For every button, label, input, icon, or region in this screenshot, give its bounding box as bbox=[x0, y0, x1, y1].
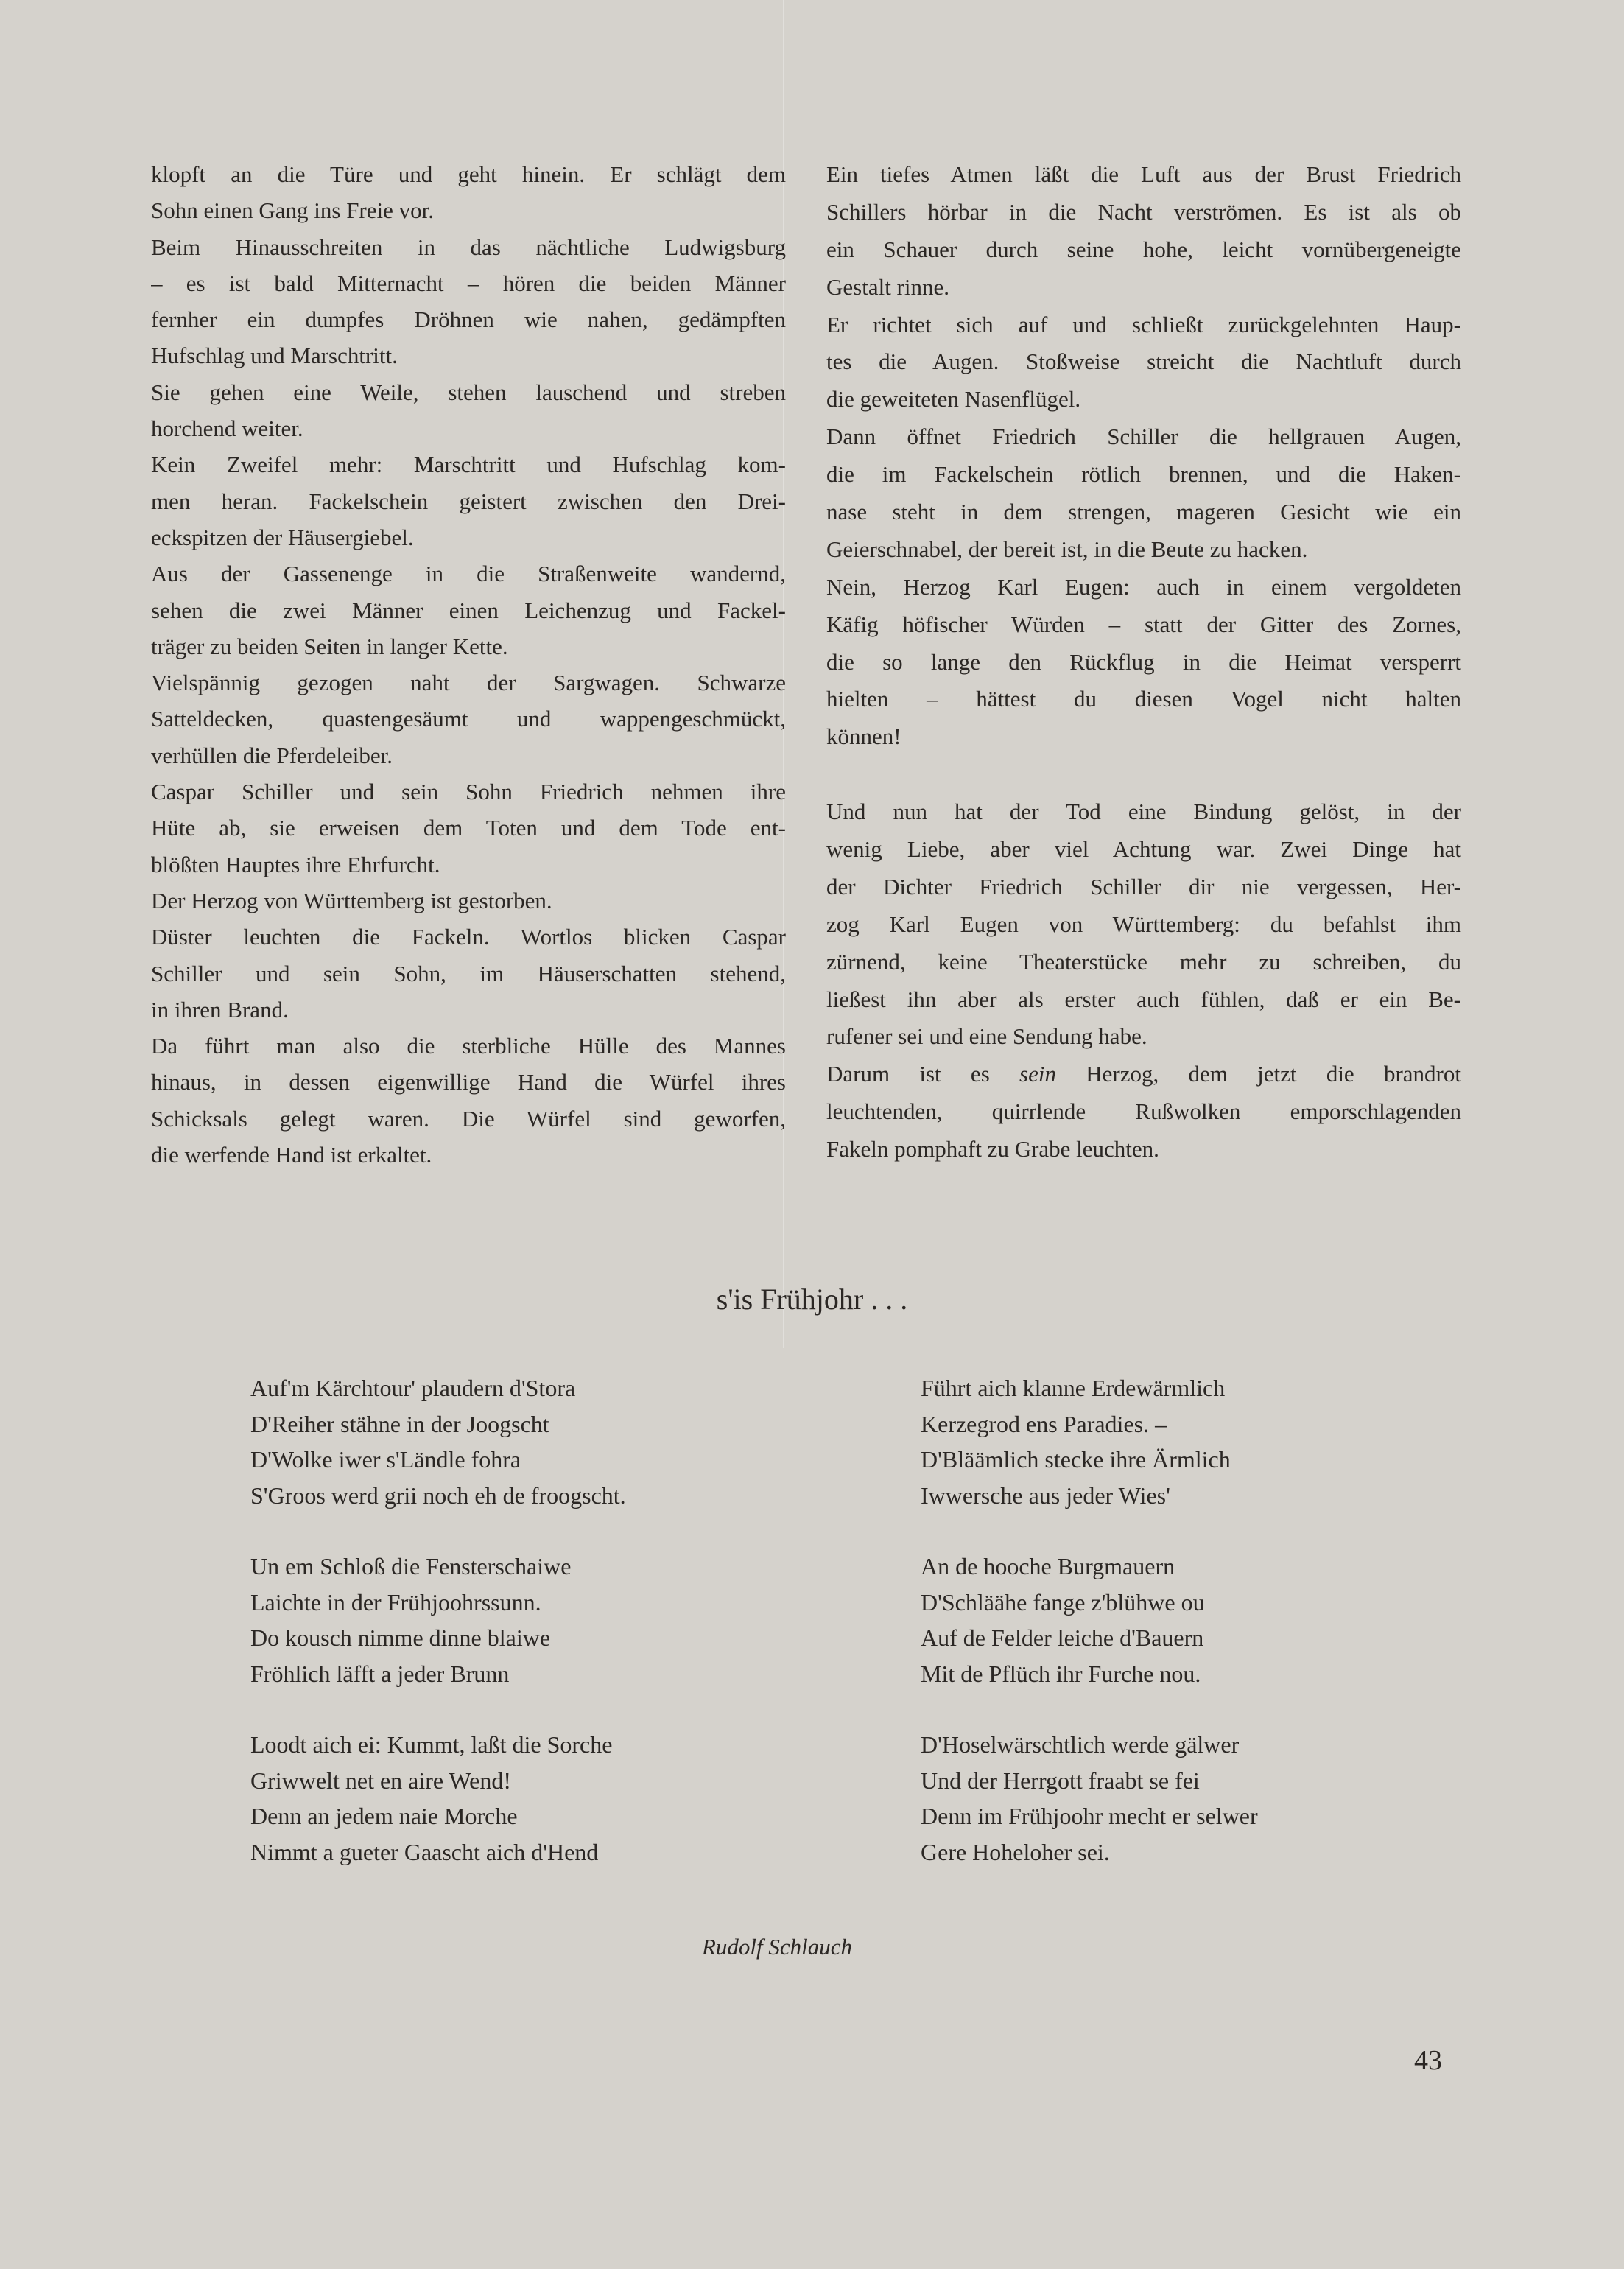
paragraph bbox=[826, 569, 1461, 756]
poem-line: Auf de Felder leiche d'Bauern bbox=[921, 1624, 1204, 1651]
text-line: Geierschnabel, der bereit ist, in die Beute zu hacken. bbox=[826, 536, 1308, 562]
text-line: eckspitzen der Häusergiebel. bbox=[151, 524, 414, 550]
paragraph bbox=[151, 156, 786, 229]
text-line: blößten Hauptes ihre Ehrfurcht. bbox=[151, 851, 440, 877]
text-line: leuchtenden, quirrlende Rußwolken emporschlagenden bbox=[826, 1098, 1461, 1125]
text-line: sehen die zwei Männer einen Leichenzug und Fackel- bbox=[151, 597, 786, 623]
text-line: klopft an die Türe und geht hinein. Er schlägt dem bbox=[151, 161, 786, 187]
poem-line: Iwwersche aus jeder Wies' bbox=[921, 1481, 1170, 1509]
poem-line: Laichte in der Frühjoohrssunn. bbox=[250, 1588, 541, 1616]
text-line: Dann öffnet Friedrich Schiller die hellgrauen Augen, bbox=[826, 424, 1461, 450]
text-line: die im Fackelschein rötlich brennen, und die Haken- bbox=[826, 461, 1461, 488]
poem-stanza bbox=[921, 1370, 1510, 1513]
text-line: Schiller und sein Sohn, im Häuserschatten stehend, bbox=[151, 960, 786, 986]
emphasis: sein bbox=[1019, 1061, 1056, 1087]
text-line: Käfig höfischer Würden – statt der Gitter des Zornes, bbox=[826, 611, 1461, 637]
poem-author: Rudolf Schlauch bbox=[701, 1934, 853, 1960]
paragraph bbox=[826, 1056, 1461, 1168]
poem-line: D'Reiher stähne in der Joogscht bbox=[250, 1410, 549, 1437]
page-number: 43 bbox=[1414, 2045, 1442, 2076]
paragraph bbox=[151, 555, 786, 664]
text-line: hielten – hättest du diesen Vogel nicht halten bbox=[826, 686, 1461, 712]
text-line: zürnend, keine Theaterstücke mehr zu schreiben, du bbox=[826, 948, 1461, 975]
poem-line: Kerzegrod ens Paradies. – bbox=[921, 1410, 1167, 1437]
text-line: können! bbox=[826, 723, 901, 750]
text-line: die so lange den Rückflug in die Heimat versperrt bbox=[826, 648, 1461, 675]
poem-line: Do kousch nimme dinne blaiwe bbox=[250, 1624, 551, 1651]
text-line: Da führt man also die sterbliche Hülle des Mannes bbox=[151, 1033, 786, 1059]
text-line: Darum ist es sein Herzog, dem jetzt die brandrot bbox=[826, 1061, 1461, 1087]
poem-line: Nimmt a gueter Gaascht aich d'Hend bbox=[250, 1838, 599, 1865]
text-line: Hüte ab, sie erweisen dem Toten und dem Tode ent- bbox=[151, 815, 786, 841]
paragraph bbox=[826, 156, 1461, 306]
poem-stanza bbox=[921, 1727, 1510, 1870]
text-line: in ihren Brand. bbox=[151, 996, 289, 1023]
right-text-column bbox=[826, 156, 1461, 1168]
poem-line: Denn im Frühjoohr mecht er selwer bbox=[921, 1803, 1258, 1829]
paragraph bbox=[151, 1028, 786, 1173]
text-line: Und nun hat der Tod eine Bindung gelöst, in der bbox=[826, 799, 1461, 825]
poem-line: Denn an jedem naie Morche bbox=[250, 1803, 518, 1829]
text-line: Beim Hinausschreiten in das nächtliche Ludwigsburg bbox=[151, 234, 786, 260]
text-line: Sohn einen Gang ins Freie vor. bbox=[151, 197, 435, 224]
text-line: Sie gehen eine Weile, stehen lauschend und streben bbox=[151, 379, 786, 405]
poem-line: Mit de Pflüch ihr Furche nou. bbox=[921, 1660, 1201, 1687]
text-line: Gestalt rinne. bbox=[826, 273, 950, 300]
poem-line: Und der Herrgott fraabt se fei bbox=[921, 1767, 1200, 1794]
text-line: Schicksals gelegt waren. Die Würfel sind geworfen, bbox=[151, 1105, 786, 1132]
paragraph bbox=[151, 883, 786, 919]
poem-line: Loodt aich ei: Kummt, laßt die Sorche bbox=[250, 1731, 613, 1758]
text-line: horchend weiter. bbox=[151, 415, 303, 442]
text-line: Ein tiefes Atmen läßt die Luft aus der Brust Friedrich bbox=[826, 161, 1461, 187]
text-line: Hufschlag und Marschtritt. bbox=[151, 343, 398, 369]
paragraph bbox=[151, 229, 786, 374]
paragraph bbox=[151, 446, 786, 555]
text-line: ließest ihn aber als erster auch fühlen, daß er ein Be- bbox=[826, 986, 1461, 1012]
paragraph bbox=[826, 306, 1461, 419]
text-line: Düster leuchten die Fackeln. Wortlos blicken Caspar bbox=[151, 924, 786, 950]
text-line: wenig Liebe, aber viel Achtung war. Zwei Dinge hat bbox=[826, 836, 1461, 863]
paragraph bbox=[151, 774, 786, 883]
text-line: nase steht in dem strengen, mageren Gesicht wie ein bbox=[826, 499, 1461, 525]
text-line: ein Schauer durch seine hohe, leicht vornübergeneigte bbox=[826, 236, 1461, 262]
poem-line: D'Wolke iwer s'Ländle fohra bbox=[250, 1446, 521, 1473]
text-line: der Dichter Friedrich Schiller dir nie vergessen, Her- bbox=[826, 873, 1461, 899]
poem-line: Fröhlich läfft a jeder Brunn bbox=[250, 1660, 510, 1687]
text-line: zog Karl Eugen von Württemberg: du befahlst ihm bbox=[826, 911, 1461, 937]
text-line: Schillers hörbar in die Nacht verströmen. Es ist als ob bbox=[826, 198, 1461, 225]
poem-stanza bbox=[921, 1549, 1510, 1691]
text-line: men heran. Fackelschein geistert zwischen den Drei- bbox=[151, 488, 786, 514]
text-line: Der Herzog von Württemberg ist gestorben. bbox=[151, 887, 552, 913]
text-line: Kein Zweifel mehr: Marschtritt und Hufschlag kom- bbox=[151, 452, 786, 478]
text-line: Nein, Herzog Karl Eugen: auch in einem vergoldeten bbox=[826, 573, 1461, 600]
text-line: Caspar Schiller und sein Sohn Friedrich nehmen ihre bbox=[151, 779, 786, 805]
text-line: tes die Augen. Stoßweise streicht die Nachtluft durch bbox=[826, 348, 1461, 375]
text-line: Fakeln pomphaft zu Grabe leuchten. bbox=[826, 1136, 1159, 1162]
poem-title: s'is Frühjohr . . . bbox=[716, 1283, 908, 1316]
poem-line: Gere Hoheloher sei. bbox=[921, 1838, 1110, 1865]
poem-left-column bbox=[250, 1370, 840, 1905]
left-text-column bbox=[151, 156, 786, 1173]
text-line: die werfende Hand ist erkaltet. bbox=[151, 1142, 432, 1168]
paragraph bbox=[151, 664, 786, 774]
text-line: Vielspännig gezogen naht der Sargwagen. Schwarze bbox=[151, 670, 786, 696]
text-line: die geweiteten Nasenflügel. bbox=[826, 386, 1081, 413]
paragraph bbox=[826, 793, 1461, 1056]
text-line: hinaus, in dessen eigenwillige Hand die Würfel ihres bbox=[151, 1069, 786, 1095]
poem-stanza bbox=[250, 1727, 840, 1870]
poem-line: D'Hoselwärschtlich werde gälwer bbox=[921, 1731, 1240, 1758]
text-line: rufener sei und eine Sendung habe. bbox=[826, 1023, 1147, 1050]
paragraph bbox=[151, 919, 786, 1028]
poem-stanza bbox=[250, 1370, 840, 1513]
text-line: träger zu beiden Seiten in langer Kette. bbox=[151, 633, 508, 659]
poem-line: An de hooche Burgmauern bbox=[921, 1553, 1175, 1579]
paragraph bbox=[151, 374, 786, 447]
poem-line: Auf'm Kärchtour' plaudern d'Stora bbox=[250, 1375, 576, 1401]
paragraph bbox=[826, 418, 1461, 569]
poem-line: S'Groos werd grii noch eh de froogscht. bbox=[250, 1481, 626, 1509]
poem-line: D'Bläämlich stecke ihre Ärmlich bbox=[921, 1446, 1231, 1473]
text-line: Aus der Gassenenge in die Straßenweite wandernd, bbox=[151, 561, 786, 587]
poem-line: Führt aich klanne Erdewärmlich bbox=[921, 1375, 1226, 1401]
poem-stanza bbox=[250, 1549, 840, 1691]
text-line: – es ist bald Mitternacht – hören die beiden Männer bbox=[151, 270, 786, 296]
poem-line: Un em Schloß die Fensterschaiwe bbox=[250, 1553, 572, 1579]
text-line: verhüllen die Pferdeleiber. bbox=[151, 742, 393, 768]
text-line: fernher ein dumpfes Dröhnen wie nahen, gedämpften bbox=[151, 306, 786, 333]
poem-line: Griwwelt net en aire Wend! bbox=[250, 1767, 512, 1794]
text-line: Satteldecken, quastengesäumt und wappengeschmückt, bbox=[151, 706, 786, 732]
text-line: Er richtet sich auf und schließt zurückgelehnten Haup- bbox=[826, 311, 1461, 337]
poem-right-column bbox=[921, 1370, 1510, 1905]
poem-line: D'Schläähe fange z'blühwe ou bbox=[921, 1588, 1205, 1616]
